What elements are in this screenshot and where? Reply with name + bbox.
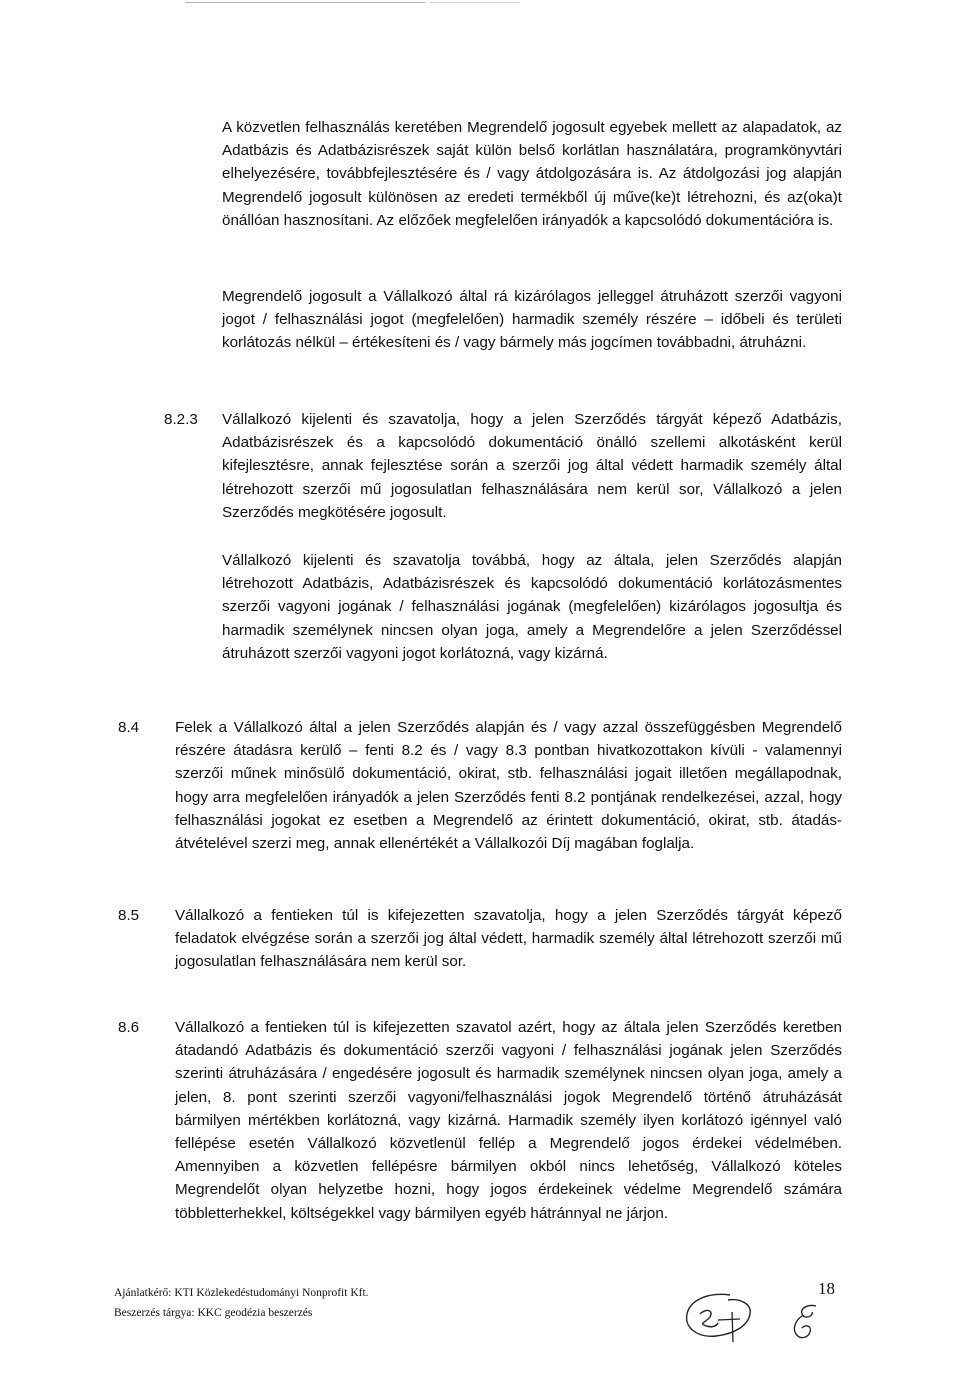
scan-edge-line: [185, 2, 425, 3]
scan-edge-line: [430, 2, 520, 3]
section-number-8-2-3: 8.2.3: [164, 411, 198, 428]
footer-procurement-subject: Beszerzés tárgya: KKC geodézia beszerzés: [114, 1307, 313, 1319]
signature-mark-icon: [786, 1302, 826, 1352]
page-number: 18: [818, 1279, 835, 1298]
paragraph-8-5: Vállalkozó a fentieken túl is kifejezetten szavatolja, hogy a jelen Szerződés tárgyát képező feladatok elvégzése során a szerzői jog által védett, harmadik személy által létrehozott szerzői mű jogosulatlan felhasználására nem kerül sor.: [175, 907, 842, 971]
section-number-8-6: 8.6: [118, 1019, 140, 1036]
paragraph-direct-use: A közvetlen felhasználás keretében Megrendelő jogosult egyebek mellett az alapadatok, az Adatbázis és Adatbázisrészek saját külön belső korlátlan használatára, programkönyvtári elhelyezésére, továbbfejlesztésére és / vagy átdolgozására is. Az átdolgozási jog alapján Megrendelő jogosult különösen az eredeti termékből új műve(ke)t létrehozni, és az(oka)t önállóan hasznosítani. Az előzőek megfelelően irányadók a kapcsolódó dokumentációra is.: [222, 119, 842, 229]
section-number-8-4: 8.4: [118, 719, 140, 736]
paragraph-8-2-3: Vállalkozó kijelenti és szavatolja, hogy a jelen Szerződés tárgyát képező Adatbázis, Adatbázisrészek és a kapcsolódó dokumentáció önálló szellemi alkotásként kerül kifejlesztésre, annak fejlesztése során a szerzői jog által védett harmadik személy által létrehozott szerzői mű jogosulatlan felhasználására nem kerül sor, Vállalkozó a jelen Szerződés megkötésére jogosult.: [222, 411, 842, 521]
signature-initials-icon: [678, 1290, 758, 1350]
footer-contracting-authority: Ajánlatkérő: KTI Közlekedéstudományi Nonprofit Kft.: [114, 1287, 369, 1299]
section-number-8-5: 8.5: [118, 907, 140, 924]
paragraph-8-4: Felek a Vállalkozó által a jelen Szerződés alapján és / vagy azzal összefüggésben Megrendelő részére átadásra kerülő – fenti 8.2 és / vagy 8.3 pontban hivatkozottakon kívüli - valamennyi szerzői műnek minősülő dokumentáció, okirat, stb. felhasználási jogait illetően megállapodnak, hogy arra megfelelően irányadók a jelen Szerződés fenti 8.2 pontjának rendelkezései, azzal, hogy felhasználási jogokat ez esetben a Megrendelő az érintett dokumentáció, okirat, stb. átadás-átvételével szerzi meg, annak ellenértékét a Vállalkozói Díj magában foglalja.: [175, 719, 842, 853]
paragraph-8-6: Vállalkozó a fentieken túl is kifejezetten szavatol azért, hogy az általa jelen Szerződés keretben átadandó Adatbázis és dokumentáció szerzői vagyoni / felhasználási jogának jelen Szerződés szerinti átruházására / engedésére jogosult és harmadik személynek nincsen olyan joga, amely a jelen, 8. pont szerinti szerzői vagyoni/felhasználási jogok Megrendelő történő átruházását bármilyen mértékben korlátozná, vagy kizárná. Harmadik személy ilyen korlátozó igénnyel való fellépése esetén Vállalkozó közvetlenül fellép a Megrendelő jogos érdekei védelmében. Amennyiben a közvetlen fellépésre bármilyen okból nincs lehetőség, Vállalkozó köteles Megrendelőt olyan helyzetbe hozni, hogy jogos érdekeinek védelme Megrendelő számára többletterhekkel, költségekkel vagy bármilyen egyéb hátránnyal ne járjon.: [175, 1019, 842, 1222]
paragraph-8-2-3-continued: Vállalkozó kijelenti és szavatolja továbbá, hogy az általa, jelen Szerződés alapján létrehozott Adatbázis, Adatbázisrészek és kapcsolódó dokumentáció korlátozásmentes szerzői vagyoni jogának / felhasználási jogának (megfelelően) kizárólagos jogosultja és harmadik személynek nincsen olyan joga, amely a Megrendelőre a jelen Szerződéssel átruházott szerzői vagyoni jogot korlátozná, vagy kizárná.: [222, 552, 842, 662]
paragraph-transfer-rights: Megrendelő jogosult a Vállalkozó által rá kizárólagos jelleggel átruházott szerzői vagyoni jogot / felhasználási jogot (megfelelően) harmadik személy részére – időbeli és területi korlátozás nélkül – értékesíteni és / vagy bármely más jogcímen továbbadni, átruházni.: [222, 288, 842, 352]
